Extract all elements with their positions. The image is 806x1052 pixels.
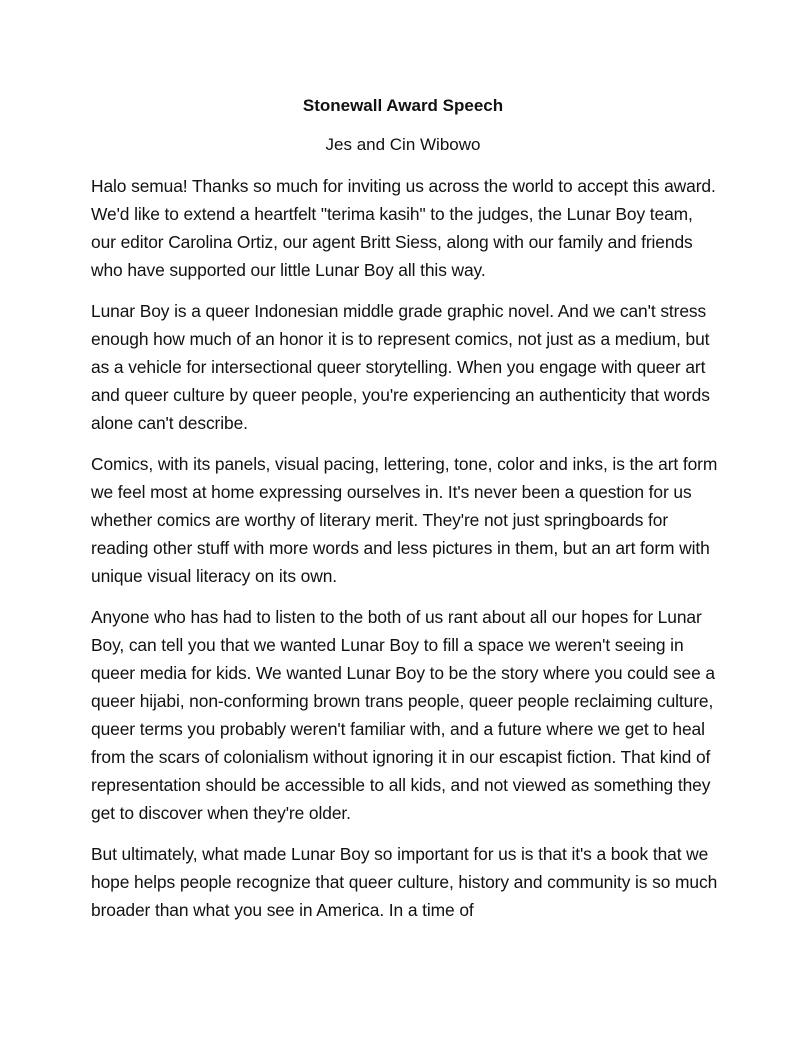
paragraph: Halo semua! Thanks so much for inviting us across the world to accept this award. We'd like to extend a heartfelt "terima kasih" to the judges, the Lunar Boy team, our editor Carolina Ortiz, our agent Britt Siess, along with our family and friends who have supported our little Lunar Boy all this way. [91,176,716,280]
speech-authors: Jes and Cin Wibowo [325,135,481,154]
paragraph: Comics, with its panels, visual pacing, lettering, tone, color and inks, is the art form we feel most at home expressing ourselves in. It's never been a question for us whether comics are worthy of literary merit. They're not just springboards for reading other stuff with more words and less pictures in them, but an art form with unique visual literacy on its own. [91,454,718,586]
speech-title: Stonewall Award Speech [302,96,504,115]
speech-body [91,172,719,937]
paragraph: But ultimately, what made Lunar Boy so important for us is that it's a book that we hope helps people recognize that queer culture, history and community is so much broader than what you see in America. In a time of [91,844,718,920]
paragraph: Lunar Boy is a queer Indonesian middle grade graphic novel. And we can't stress enough how much of an honor it is to represent comics, not just as a medium, but as a vehicle for intersectional queer storytelling. When you engage with queer art and queer culture by queer people, you're experiencing an authenticity that words alone can't describe. [91,301,710,433]
paragraph: Anyone who has had to listen to the both of us rant about all our hopes for Lunar Boy, can tell you that we wanted Lunar Boy to fill a space we weren't seeing in queer media for kids. We wanted Lunar Boy to be the story where you could see a queer hijabi, non-conforming brown trans people, queer people reclaiming culture, queer terms you probably weren't familiar with, and a future where we get to heal from the scars of colonialism without ignoring it in our escapist fiction. That kind of representation should be accessible to all kids, and not viewed as something they get to discover when they're older. [91,607,715,823]
